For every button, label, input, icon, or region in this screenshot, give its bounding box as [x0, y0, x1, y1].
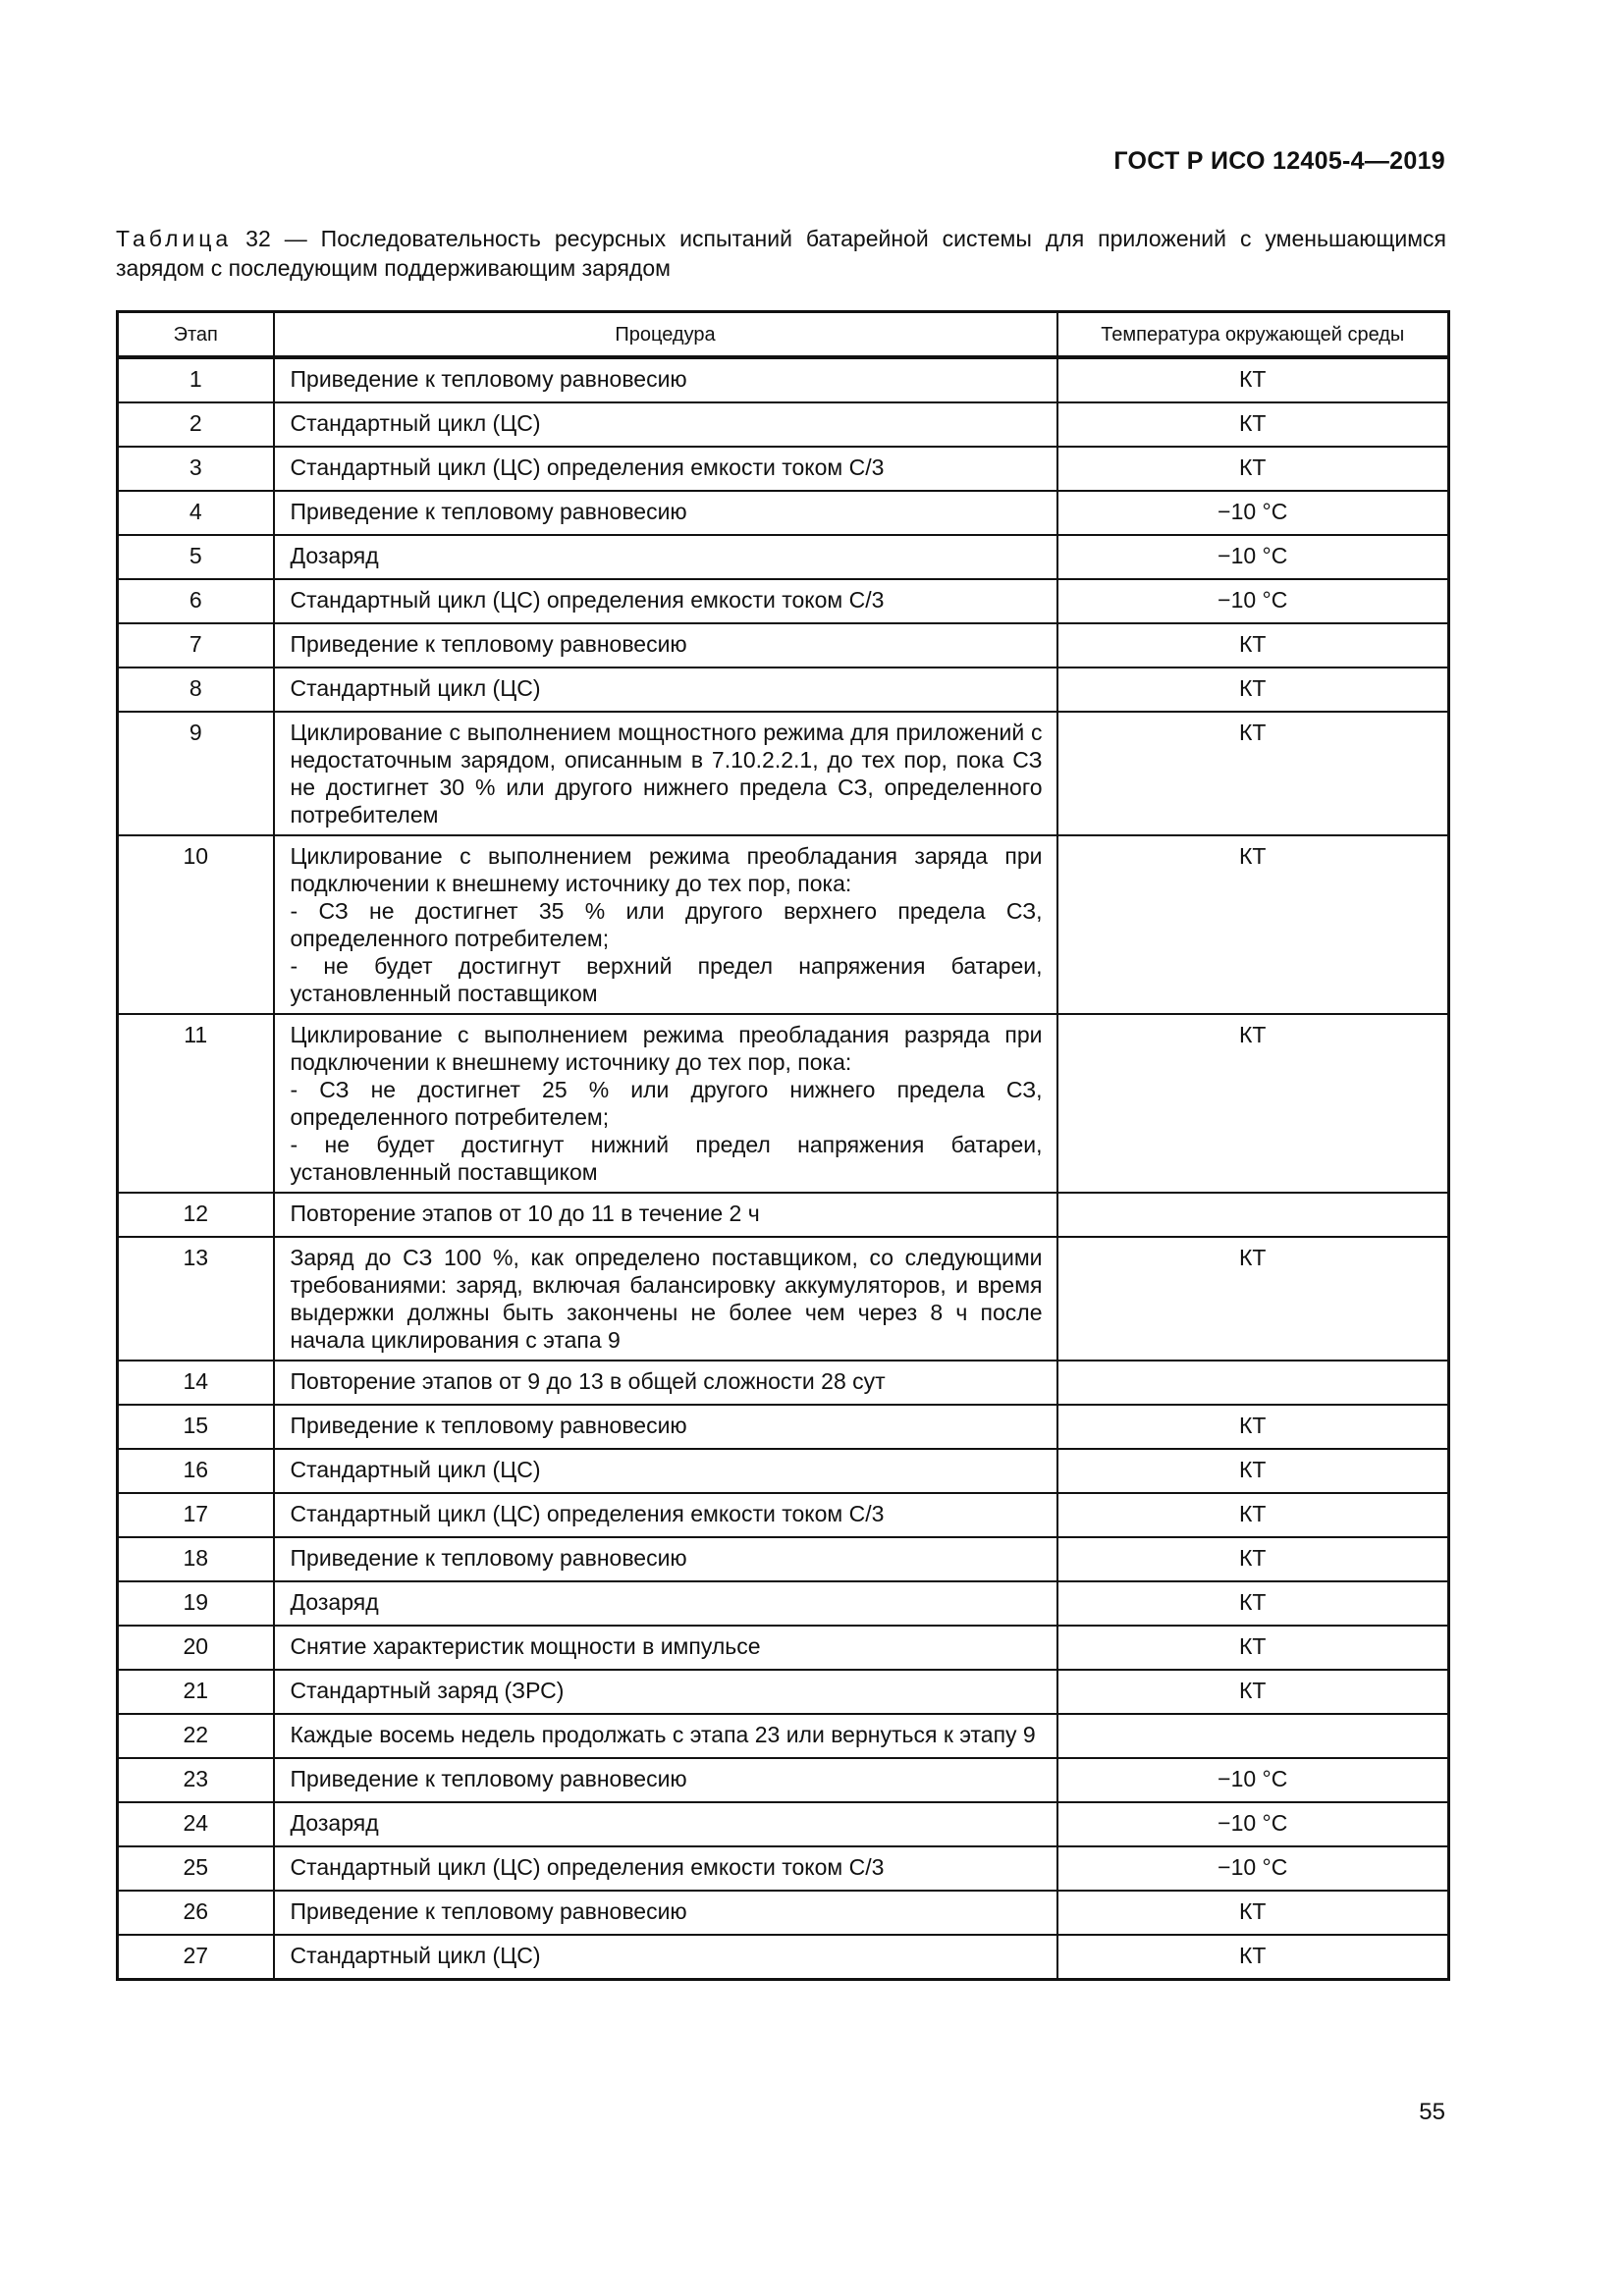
table-row: [118, 1449, 1449, 1493]
procedure-text: Заряд до СЗ 100 %, как определено поставщиком, со следующими требованиями: заряд, включая балансировку аккумуляторов, и время выдержки должны быть закончены не более чем через 8 ч после начала циклирования с этапа 9: [290, 1245, 1043, 1353]
temperature-cell: −10 °C: [1057, 1846, 1449, 1891]
table-row: [118, 1361, 1449, 1405]
stage-cell: 24: [118, 1802, 274, 1846]
procedure-cell: [274, 579, 1057, 623]
table-row: [118, 1237, 1449, 1361]
temperature-cell: [1057, 1714, 1449, 1758]
table-row: [118, 1405, 1449, 1449]
procedure-text: Приведение к тепловому равновесию: [290, 1545, 687, 1571]
temperature-cell: КТ: [1057, 1014, 1449, 1193]
table-row: [118, 1891, 1449, 1935]
temperature-cell: КТ: [1057, 402, 1449, 447]
procedure-cell: [274, 1581, 1057, 1626]
stage-cell: 11: [118, 1014, 274, 1193]
stage-cell: 3: [118, 447, 274, 491]
procedure-cell: [274, 1014, 1057, 1193]
temperature-cell: [1057, 1193, 1449, 1237]
stage-cell: 4: [118, 491, 274, 535]
procedure-text: Каждые восемь недель продолжать с этапа 23 или вернуться к этапу 9: [290, 1722, 1036, 1747]
procedure-cell: [274, 1935, 1057, 1980]
procedure-cell: [274, 1626, 1057, 1670]
procedure-text: Повторение этапов от 10 до 11 в течение 2 ч: [290, 1201, 760, 1226]
procedure-cell: [274, 1802, 1057, 1846]
table-row: [118, 1758, 1449, 1802]
temperature-cell: КТ: [1057, 667, 1449, 712]
table-row: [118, 357, 1449, 402]
procedure-cell: [274, 1405, 1057, 1449]
stage-cell: 5: [118, 535, 274, 579]
procedure-cell: [274, 447, 1057, 491]
stage-cell: 25: [118, 1846, 274, 1891]
stage-cell: 13: [118, 1237, 274, 1361]
temperature-cell: КТ: [1057, 447, 1449, 491]
procedure-condition-item: - не будет достигнут нижний предел напряжения батареи, установленный поставщиком: [290, 1132, 1043, 1185]
table-row: [118, 535, 1449, 579]
temperature-cell: −10 °C: [1057, 491, 1449, 535]
stage-cell: 23: [118, 1758, 274, 1802]
stage-cell: 6: [118, 579, 274, 623]
temperature-cell: КТ: [1057, 1626, 1449, 1670]
table-row: [118, 1802, 1449, 1846]
stage-cell: 8: [118, 667, 274, 712]
temperature-cell: КТ: [1057, 1537, 1449, 1581]
table-row: [118, 1493, 1449, 1537]
table-row: [118, 579, 1449, 623]
temperature-cell: −10 °C: [1057, 1802, 1449, 1846]
stage-cell: 17: [118, 1493, 274, 1537]
temperature-cell: КТ: [1057, 1891, 1449, 1935]
table-row: [118, 712, 1449, 835]
procedure-cell: [274, 1670, 1057, 1714]
procedure-text: Приведение к тепловому равновесию: [290, 366, 687, 392]
stage-cell: 18: [118, 1537, 274, 1581]
temperature-cell: КТ: [1057, 357, 1449, 402]
procedure-text: Приведение к тепловому равновесию: [290, 499, 687, 524]
procedure-cell: [274, 402, 1057, 447]
procedure-text: Стандартный цикл (ЦС): [290, 1457, 541, 1482]
procedure-condition-item: - не будет достигнут верхний предел напряжения батареи, установленный поставщиком: [290, 953, 1043, 1006]
column-header-stage: Этап: [118, 312, 274, 358]
table-row: [118, 491, 1449, 535]
procedure-text: Стандартный цикл (ЦС) определения емкости током C/3: [290, 454, 885, 480]
table-row: [118, 1626, 1449, 1670]
procedure-cell: [274, 623, 1057, 667]
procedure-condition-item: - СЗ не достигнет 35 % или другого верхнего предела СЗ, определенного потребителем;: [290, 898, 1043, 951]
temperature-cell: КТ: [1057, 712, 1449, 835]
procedure-text: Стандартный цикл (ЦС): [290, 1943, 541, 1968]
column-header-temperature: Температура окружающей среды: [1057, 312, 1449, 358]
procedure-cell: [274, 1846, 1057, 1891]
temperature-cell: КТ: [1057, 623, 1449, 667]
procedure-text: Стандартный цикл (ЦС) определения емкости током C/3: [290, 587, 885, 613]
procedure-text: Циклирование с выполнением режима преобладания разряда при подключении к внешнему источнику до тех пор, пока:: [290, 1022, 1043, 1075]
procedure-cell: [274, 535, 1057, 579]
procedure-text: Циклирование с выполнением режима преобладания заряда при подключении к внешнему источнику до тех пор, пока:: [290, 843, 1043, 896]
table-row: [118, 623, 1449, 667]
table-caption-label: Таблица: [116, 226, 233, 251]
procedure-text: Приведение к тепловому равновесию: [290, 1898, 687, 1924]
procedure-cell: [274, 1237, 1057, 1361]
stage-cell: 1: [118, 357, 274, 402]
table-row: [118, 835, 1449, 1014]
table-caption: [116, 224, 1446, 283]
standard-header: ГОСТ Р ИСО 12405-4—2019: [1113, 147, 1445, 175]
procedure-text: Стандартный цикл (ЦС): [290, 675, 541, 701]
stage-cell: 9: [118, 712, 274, 835]
procedure-text: Приведение к тепловому равновесию: [290, 1413, 687, 1438]
procedure-condition-item: - СЗ не достигнет 25 % или другого нижнего предела СЗ, определенного потребителем;: [290, 1077, 1043, 1130]
procedure-text: Дозаряд: [290, 1589, 379, 1615]
temperature-cell: КТ: [1057, 1493, 1449, 1537]
table-body: [118, 357, 1449, 1980]
stage-cell: 19: [118, 1581, 274, 1626]
procedure-text: Стандартный цикл (ЦС): [290, 410, 541, 436]
table-row: [118, 1581, 1449, 1626]
procedure-text: Циклирование с выполнением мощностного режима для приложений с недостаточным зарядом, описанным в 7.10.2.2.1, до тех пор, пока СЗ не достигнет 30 % или другого нижнего предела СЗ, определенного потребителем: [290, 720, 1043, 828]
stage-cell: 15: [118, 1405, 274, 1449]
procedure-cell: [274, 1493, 1057, 1537]
stage-cell: 27: [118, 1935, 274, 1980]
table-row: [118, 402, 1449, 447]
procedure-cell: [274, 1537, 1057, 1581]
stage-cell: 20: [118, 1626, 274, 1670]
temperature-cell: −10 °C: [1057, 1758, 1449, 1802]
procedure-text: Стандартный заряд (ЗРС): [290, 1678, 565, 1703]
procedure-text: Приведение к тепловому равновесию: [290, 631, 687, 657]
table-caption-text: 32 — Последовательность ресурсных испытаний батарейной системы для приложений с уменьшающимся зарядом с последующим поддерживающим зарядом: [116, 226, 1446, 281]
procedure-cell: [274, 1714, 1057, 1758]
column-header-procedure: Процедура: [274, 312, 1057, 358]
table-row: [118, 1846, 1449, 1891]
temperature-cell: КТ: [1057, 1670, 1449, 1714]
procedure-text: Приведение к тепловому равновесию: [290, 1766, 687, 1791]
temperature-cell: КТ: [1057, 1581, 1449, 1626]
stage-cell: 21: [118, 1670, 274, 1714]
temperature-cell: КТ: [1057, 835, 1449, 1014]
table-row: [118, 447, 1449, 491]
table-row: [118, 667, 1449, 712]
procedure-cell: [274, 357, 1057, 402]
procedure-cell: [274, 835, 1057, 1014]
table-row: [118, 1670, 1449, 1714]
temperature-cell: КТ: [1057, 1237, 1449, 1361]
table-row: [118, 1014, 1449, 1193]
procedure-cell: [274, 712, 1057, 835]
temperature-cell: [1057, 1361, 1449, 1405]
stage-cell: 14: [118, 1361, 274, 1405]
procedure-text: Стандартный цикл (ЦС) определения емкости током C/3: [290, 1501, 885, 1526]
procedure-text: Снятие характеристик мощности в импульсе: [290, 1633, 761, 1659]
stage-cell: 12: [118, 1193, 274, 1237]
table-row: [118, 1193, 1449, 1237]
temperature-cell: −10 °C: [1057, 579, 1449, 623]
test-sequence-table-wrap: [116, 310, 1447, 1981]
stage-cell: 10: [118, 835, 274, 1014]
procedure-cell: [274, 1758, 1057, 1802]
stage-cell: 7: [118, 623, 274, 667]
table-row: [118, 1935, 1449, 1980]
test-sequence-table: [116, 310, 1450, 1981]
table-header-row: [118, 312, 1449, 358]
temperature-cell: КТ: [1057, 1405, 1449, 1449]
procedure-cell: [274, 1891, 1057, 1935]
stage-cell: 2: [118, 402, 274, 447]
procedure-cell: [274, 491, 1057, 535]
procedure-cell: [274, 667, 1057, 712]
temperature-cell: КТ: [1057, 1449, 1449, 1493]
temperature-cell: −10 °C: [1057, 535, 1449, 579]
table-row: [118, 1537, 1449, 1581]
procedure-text: Дозаряд: [290, 543, 379, 568]
stage-cell: 16: [118, 1449, 274, 1493]
procedure-text: Дозаряд: [290, 1810, 379, 1836]
stage-cell: 26: [118, 1891, 274, 1935]
stage-cell: 22: [118, 1714, 274, 1758]
procedure-text: Стандартный цикл (ЦС) определения емкости током C/3: [290, 1854, 885, 1880]
procedure-cell: [274, 1193, 1057, 1237]
table-row: [118, 1714, 1449, 1758]
procedure-text: Повторение этапов от 9 до 13 в общей сложности 28 сут: [290, 1368, 886, 1394]
procedure-cell: [274, 1361, 1057, 1405]
temperature-cell: КТ: [1057, 1935, 1449, 1980]
page-number: 55: [1419, 2099, 1445, 2125]
procedure-cell: [274, 1449, 1057, 1493]
